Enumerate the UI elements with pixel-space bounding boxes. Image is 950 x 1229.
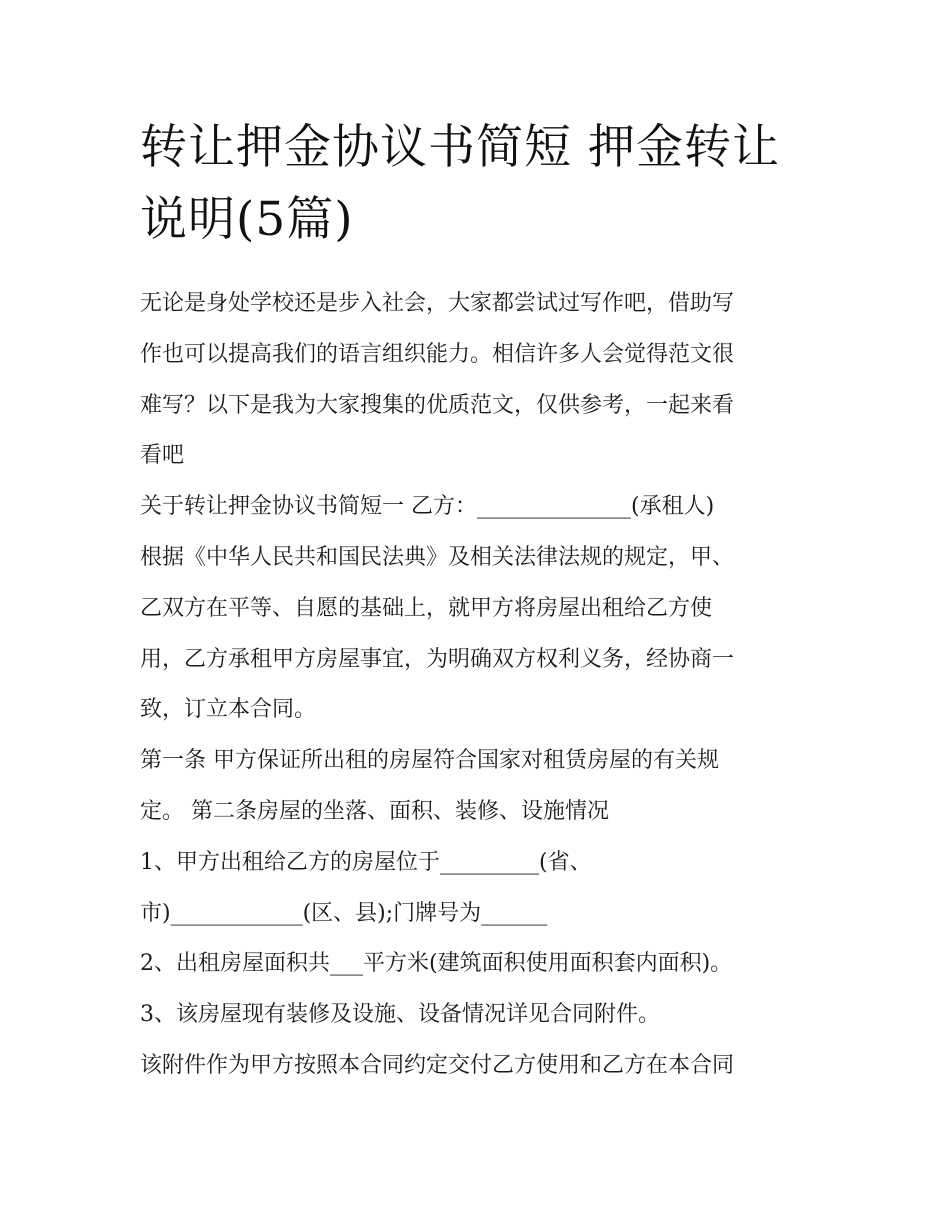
body-line: 作也可以提高我们的语言组织能力。相信许多人会觉得范文很 (140, 341, 735, 367)
body-line: 该附件作为甲方按照本合同约定交付乙方使用和乙方在本合同 (140, 1052, 735, 1078)
body-line: 关于转让押金协议书简短一 乙方：______________(承租人) (140, 494, 715, 520)
document-body (140, 279, 820, 1092)
body-line: 第一条 甲方保证所出租的房屋符合国家对租赁房屋的有关规 (140, 748, 719, 774)
body-line: 1、甲方出租给乙方的房屋位于_________(省、 (140, 849, 592, 875)
body-line: 3、该房屋现有装修及设施、设备情况详见合同附件。 (140, 1002, 660, 1028)
body-line: 根据《中华人民共和国民法典》及相关法律法规的规定，甲、 (140, 544, 735, 570)
title-line-1: 转让押金协议书简短 押金转让 (140, 120, 780, 175)
body-line: 定。 第二条房屋的坐落、面积、装修、设施情况 (140, 798, 609, 824)
body-line: 市)____________(区、县);门牌号为______ (140, 900, 548, 926)
body-line: 无论是身处学校还是步入社会，大家都尝试过写作吧，借助写 (140, 291, 735, 316)
body-line: 看吧 (140, 443, 185, 469)
body-line: 难写？以下是我为大家搜集的优质范文，仅供参考，一起来看 (140, 392, 735, 418)
title-line-2: 说明(5篇) (140, 192, 354, 247)
body-line: 2、出租房屋面积共___平方米(建筑面积使用面积套内面积)。 (140, 951, 733, 977)
body-line: 乙双方在平等、自愿的基础上，就甲方将房屋出租给乙方使 (140, 595, 713, 621)
document-title (140, 112, 820, 256)
body-line: 致，订立本合同。 (140, 697, 317, 723)
body-line: 用，乙方承租甲方房屋事宜，为明确双方权利义务，经协商一 (140, 646, 735, 672)
